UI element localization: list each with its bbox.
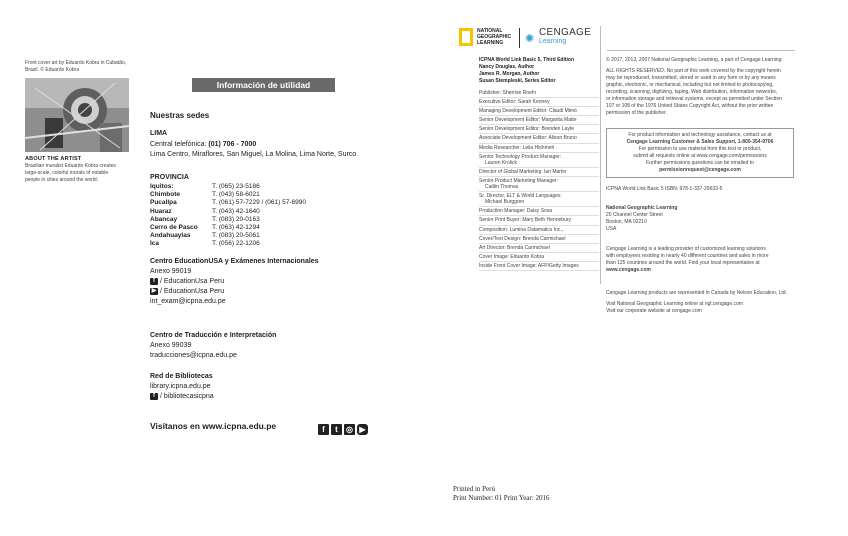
credit-line: Cover/Text Design: Brenda Carmichael (479, 235, 566, 242)
about-line: than 125 countries around the world. Find your local representative at (606, 260, 760, 266)
centro-edu-anexo: Anexo 99019 (150, 268, 192, 275)
traduccion-title: Centro de Traducción e Interpretación (150, 332, 277, 339)
support-line: submit all requests online at www.cengage.com/permissions (633, 153, 767, 159)
provincia-row (150, 223, 260, 232)
provincia-phone: T. (063) 42-1294 (212, 223, 260, 231)
provincia-city: Ica (150, 240, 160, 248)
credit-line: Cover Image: Eduardo Kobra (479, 253, 545, 260)
address-line: USA (606, 226, 617, 232)
credit-line: Senior Product Marketing Manager: (479, 177, 558, 184)
about-artist-text: large-scale, colorful murals of notable (25, 170, 109, 176)
copyright-line: 107 or 108 of the 1976 United States Copyright Act, without the prior written (606, 103, 774, 109)
provincia-row (150, 183, 260, 191)
provincia-list (150, 183, 306, 249)
address-line: 20 Channel Center Street (606, 212, 663, 218)
ng-logo-line: LEARNING (477, 40, 504, 46)
twitter-icon[interactable]: t (331, 424, 342, 435)
centro-edu-youtube[interactable] (150, 287, 319, 297)
copyright-line: or information storage and retrieval systems, except as permitted under Section (606, 96, 782, 102)
credit-line: Composition: Lumina Datamatics Inc., (479, 226, 564, 233)
credit-line: Art Director: Brenda Carmichael (479, 244, 550, 251)
provincia-phone: T. (083) 20-5061 (212, 232, 260, 240)
info-banner: Información de utilidad (192, 78, 335, 92)
credit-item (479, 244, 599, 253)
credit-list (479, 89, 599, 271)
support-line: For permission to use material from this text or product, (638, 146, 762, 152)
copyright-line: ALL RIGHTS RESERVED. No part of this work covered by the copyright herein (606, 68, 781, 74)
facebook-icon[interactable]: f (318, 424, 329, 435)
credit-item (479, 134, 599, 143)
support-line: permissionrequest@cengage.com (659, 167, 741, 173)
visit-links (606, 301, 796, 315)
ng-logo-text (477, 28, 511, 46)
credit-line: Senior Technology Product Manager: (479, 153, 562, 160)
publisher-address (606, 205, 677, 233)
credit-item (479, 168, 599, 177)
support-line: Cengage Learning Customer & Sales Support, 1-800-354-9706 (626, 139, 774, 145)
credit-item (479, 207, 599, 216)
cengage-learning-text: Learning (539, 38, 567, 45)
social-icons (318, 419, 370, 437)
ng-logo-line: NATIONAL (477, 28, 503, 34)
ng-yellow-border-icon (459, 28, 473, 46)
provincia-city: Chimbote (150, 191, 180, 199)
provincia-city: Pucallpa (150, 199, 177, 207)
bibliotecas-title: Red de Bibliotecas (150, 373, 213, 380)
canada-note: Cengage Learning products are represented in Canada by Nelson Education, Ltd. (606, 290, 787, 296)
provincia-city: Huaraz (150, 207, 172, 215)
about-artist-text: people in cities around the world. (25, 177, 99, 183)
credit-item (479, 125, 599, 134)
bibliotecas-section (150, 373, 214, 402)
visit-ngl-link[interactable]: Visit National Geographic Learning online at ngl.cengage.com (606, 301, 743, 307)
traduccion-email[interactable]: traducciones@icpna.edu.pe (150, 352, 237, 359)
support-line: Further permissions questions can be emailed to (646, 160, 754, 166)
provincia-phone: T. (083) 20-0163 (212, 215, 260, 223)
facebook-icon: f (150, 393, 158, 400)
centro-edu-facebook[interactable] (150, 277, 319, 287)
lima-locations: Lima Centro, Miraflores, San Miguel, La Molina, Lima Norte, Surco. (150, 151, 359, 158)
credit-item (479, 192, 599, 207)
cengage-logo-text: CENGAGE (539, 27, 592, 38)
centro-edu-youtube-text: / EducationUsa Peru (160, 288, 225, 295)
lima-phone-line (150, 140, 358, 150)
mural-photo (25, 78, 129, 152)
traduccion-section (150, 332, 276, 361)
credit-item (479, 216, 599, 225)
provincia-phone: T. (043) 42-1640 (212, 207, 260, 215)
provincia-city: Iquitos: (150, 183, 174, 190)
provincia-phone: T. (043) 58-6021 (212, 191, 260, 199)
credit-line: Media Researcher: Leila Hishmeh (479, 144, 555, 151)
provincia-row (150, 215, 260, 224)
bibliotecas-facebook[interactable] (150, 392, 214, 402)
credit-line: Senior Development Editor: Brenden Layte (479, 126, 575, 133)
print-number-year: Print Number: 01 Print Year: 2016 (453, 493, 550, 502)
logo-divider (519, 28, 520, 48)
credit-item (479, 226, 599, 235)
provincia-city: Cerro de Pasco (150, 223, 198, 231)
cengage-about (606, 246, 796, 274)
cover-credit (25, 60, 137, 74)
credit-line: Michael Burggren (485, 199, 525, 206)
provincia-phone: T. (056) 22-1206 (212, 240, 260, 248)
credit-item (479, 253, 599, 262)
credit-line: Senior Development Editor: Margarita Matte (479, 117, 577, 124)
centro-edu-email[interactable]: int_exam@icpna.edu.pe (150, 298, 226, 305)
credit-item (479, 153, 599, 168)
provincia-row (150, 232, 260, 240)
credit-line: Production Manager: Daisy Sosa (479, 208, 553, 215)
copyright-line: permission of the publisher. (606, 110, 667, 116)
provincia-city: Abancay (150, 215, 178, 223)
title-block-line: Susan Stempleski, Series Editor (479, 78, 556, 84)
credit-line: Publisher: Sherrise Roehr (479, 90, 537, 96)
title-block (479, 57, 599, 85)
lima-section (150, 130, 358, 160)
address-line: National Geographic Learning (606, 205, 678, 211)
credit-line: Managing Development Editor: Claudi Mimó (479, 108, 577, 115)
printed-in: Printed in Perú (453, 485, 495, 493)
title-block-line: Nancy Douglas, Author (479, 64, 535, 70)
about-line: with employees residing in nearly 40 different countries and sales in more (606, 253, 769, 259)
publisher-logos (459, 26, 599, 50)
cover-credit-line: Front cover art by Eduardo Kobra in Cubatão, (25, 60, 127, 66)
ng-logo-line: GEOGRAPHIC (477, 34, 512, 40)
credit-item (479, 98, 599, 107)
about-line: Cengage Learning is a leading provider of customized learning solutions (606, 246, 766, 252)
copyright-line: © 2017, 2013, 2007 National Geographic Learning, a part of Cengage Learning (606, 57, 782, 63)
provincia-row (150, 199, 306, 207)
facebook-icon: f (150, 278, 158, 285)
credit-line: Senior Print Buyer: Mary Beth Hennebury (479, 217, 571, 224)
lima-phone: (01) 706 - 7000 (208, 141, 257, 148)
lima-phone-label: Central telefónica: (150, 141, 209, 148)
about-artist-text: Brazilian muralist Eduardo Kobra creates (25, 163, 116, 169)
credit-line: Lauren Krolick (485, 159, 517, 166)
title-block-line: ICPNA World Link Basic 5, Third Edition (479, 57, 575, 63)
column-divider (600, 26, 601, 284)
copyright-line: recording, scanning, digitizing, taping, Web distribution, information networks, (606, 89, 778, 95)
bibliotecas-site[interactable]: library.icpna.edu.pe (150, 383, 211, 390)
address-line: Boston, MA 02210 (606, 219, 647, 225)
provincia-city: Andahuaylas (150, 232, 191, 240)
sedes-title: Nuestras sedes (150, 111, 210, 120)
credit-line: Caitlin Thomas (485, 184, 519, 191)
cover-art-image (25, 78, 129, 152)
support-box (606, 128, 794, 178)
support-line: For product information and technology assistance, contact us at (628, 132, 772, 138)
about-artist-heading: ABOUT THE ARTIST (25, 156, 82, 162)
header-rule (607, 50, 795, 51)
bibliotecas-facebook-text: / bibliotecasicpna (160, 393, 214, 400)
centro-edu-section (150, 258, 319, 307)
provincia-phone: T. (065) 23-5186 (212, 183, 260, 190)
print-info (453, 485, 549, 502)
credit-item (479, 116, 599, 125)
credit-item (479, 107, 599, 116)
centro-edu-title: Centro EducationUSA y Exámenes Internacionales (150, 258, 319, 265)
traduccion-anexo: Anexo 99039 (150, 342, 192, 349)
provincia-section (150, 174, 306, 249)
lima-title: LIMA (150, 130, 168, 137)
credit-line: Executive Editor: Sarah Kenney (479, 99, 550, 106)
youtube-icon[interactable]: ▶ (357, 424, 368, 435)
about-link[interactable]: www.cengage.com (606, 267, 651, 273)
credit-line: Sr. Director, ELT & World Languages: (479, 193, 562, 200)
youtube-icon: ▶ (151, 287, 157, 294)
credit-line: Associate Development Editor: Alison Bruno (479, 135, 577, 142)
isbn: ICPNA World Link Basic 5 ISBN: 978-1-337-29633-5 (606, 186, 723, 192)
credit-line: Director of Global Marketing: Ian Martin (479, 168, 567, 175)
provincia-row (150, 207, 260, 216)
provincia-row (150, 240, 260, 248)
about-artist (25, 156, 137, 184)
credits-column (479, 57, 599, 271)
copyright-notice (606, 57, 794, 117)
credit-item (479, 89, 599, 98)
provincia-title: PROVINCIA (150, 174, 189, 181)
visit-corporate-link[interactable]: Visit our corporate website at cengage.com (606, 308, 702, 314)
centro-edu-facebook-text: / EducationUsa Peru (160, 278, 225, 285)
credit-item (479, 235, 599, 244)
copyright-line: may be reproduced, transmitted, stored or used in any form or by any means (606, 75, 776, 81)
cengage-star-icon: ✺ (525, 33, 535, 45)
visitanos-line[interactable]: Visítanos en www.icpna.edu.pe (150, 421, 277, 431)
credit-item (479, 144, 599, 153)
cover-credit-line: Brazil. © Eduardo Kobra (25, 67, 79, 73)
credit-line: Inside Front Cover Image: AFP/Getty Images (479, 262, 579, 269)
copyright-line: graphic, electronic, or mechanical, including but not limited to photocopying, (606, 82, 774, 88)
provincia-phone: T. (061) 57-7229 / (061) 57-6990 (212, 199, 306, 207)
provincia-row (150, 191, 260, 199)
credit-item (479, 177, 599, 192)
title-block-line: James R. Morgan, Author (479, 71, 540, 77)
instagram-icon[interactable]: ◎ (344, 424, 355, 435)
credit-item (479, 262, 599, 271)
